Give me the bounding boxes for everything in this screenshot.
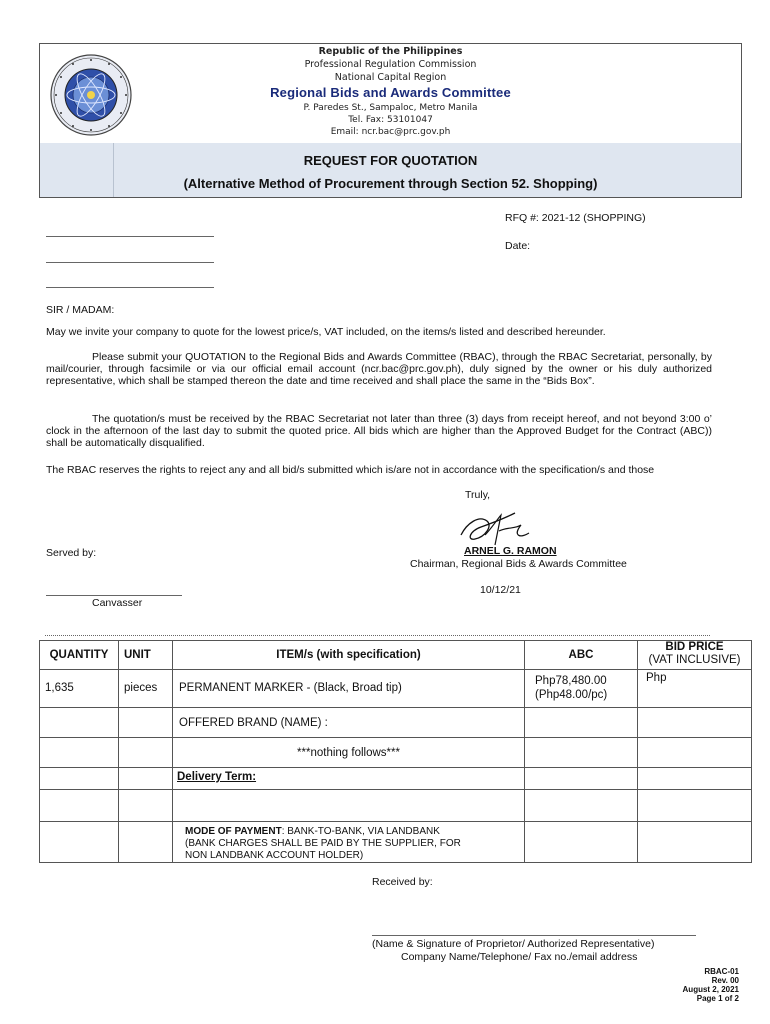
table-row <box>40 790 752 822</box>
row-abc-total: Php78,480.00 <box>535 675 607 687</box>
table-row <box>40 670 752 708</box>
header-unit: UNIT <box>119 641 173 670</box>
payment-line <box>185 826 524 838</box>
canvasser-signature-line[interactable] <box>46 595 182 596</box>
form-code: RBAC-01 <box>704 967 739 976</box>
salutation: SIR / MADAM: <box>46 304 115 316</box>
nothing-follows: ***nothing follows*** <box>173 738 525 768</box>
empty-cell <box>119 738 173 768</box>
payment-note-1: (BANK CHARGES SHALL BE PAID BY THE SUPPLIER, FOR <box>185 838 461 849</box>
header-item: ITEM/s (with specification) <box>173 641 525 670</box>
name-signature-caption: (Name & Signature of Proprietor/ Authorized Representative) <box>372 938 655 950</box>
received-by-label: Received by: <box>372 876 433 888</box>
bid-input-cell[interactable] <box>638 790 752 822</box>
header-abc: ABC <box>525 641 638 670</box>
empty-cell <box>40 822 119 863</box>
row-item: PERMANENT MARKER - (Black, Broad tip) <box>173 670 525 708</box>
empty-cell <box>40 790 119 822</box>
bid-input-cell[interactable] <box>638 738 752 768</box>
empty-cell <box>525 822 638 863</box>
served-by-label: Served by: <box>46 547 97 559</box>
table-header-row <box>40 641 752 670</box>
signing-date: 10/12/21 <box>480 584 521 596</box>
signatory-title: Chairman, Regional Bids & Awards Committee <box>410 558 627 570</box>
address-blank-line[interactable] <box>46 236 214 237</box>
empty-cell <box>525 790 638 822</box>
closing: Truly, <box>465 489 491 501</box>
header-bid-label: BID PRICE <box>665 641 724 653</box>
letterhead <box>40 44 741 144</box>
agency-line: Professional Regulation Commission <box>304 59 477 70</box>
empty-cell <box>119 822 173 863</box>
empty-cell <box>525 708 638 738</box>
address-line: P. Paredes St., Sampaloc, Metro Manila <box>303 103 478 113</box>
country-line: Republic of the Philippines <box>318 46 463 57</box>
payment-note-2: NON LANDBANK ACCOUNT HOLDER) <box>185 850 364 861</box>
signatory-name: ARNEL G. RAMON <box>464 545 557 557</box>
empty-cell <box>40 768 119 790</box>
empty-cell <box>119 708 173 738</box>
row-quantity: 1,635 <box>40 670 119 708</box>
empty-cell <box>40 708 119 738</box>
empty-cell <box>525 768 638 790</box>
table-row <box>40 738 752 768</box>
form-revision: Rev. 00 <box>711 976 739 985</box>
items-table <box>39 640 752 863</box>
committee-name: Regional Bids and Awards Committee <box>270 85 511 100</box>
dotted-separator <box>45 629 710 636</box>
form-date: August 2, 2021 <box>682 985 739 994</box>
table-row <box>40 708 752 738</box>
signature-icon <box>455 505 535 550</box>
offered-brand-label: OFFERED BRAND (NAME) : <box>173 708 525 738</box>
document-title: REQUEST FOR QUOTATION <box>303 153 478 168</box>
table-row <box>40 768 752 790</box>
date-label: Date: <box>505 240 531 252</box>
document-subtitle: (Alternative Method of Procurement through Section 52. Shopping) <box>183 176 598 191</box>
payment-text: : BANK-TO-BANK, VIA LANDBANK <box>281 826 440 837</box>
company-caption: Company Name/Telephone/ Fax no./email address <box>401 951 638 963</box>
header-quantity: QUANTITY <box>40 641 119 670</box>
row-unit: pieces <box>119 670 173 708</box>
region-line: National Capital Region <box>334 72 447 83</box>
canvasser-label: Canvasser <box>92 597 143 609</box>
letterhead-text <box>40 44 741 138</box>
received-signature-line[interactable] <box>372 935 696 936</box>
payment-label: MODE OF PAYMENT <box>185 826 282 837</box>
row-abc-unit: (Php48.00/pc) <box>535 689 608 701</box>
email-line: Email: ncr.bac@prc.gov.ph <box>330 127 451 137</box>
header-vat-note: (VAT INCLUSIVE) <box>648 654 741 666</box>
bid-input-cell[interactable] <box>638 708 752 738</box>
empty-cell <box>119 768 173 790</box>
form-code-block <box>683 967 739 1003</box>
address-blank-line[interactable] <box>46 262 214 263</box>
address-blank-line[interactable] <box>46 287 214 288</box>
title-band <box>40 143 741 197</box>
intro-paragraph: May we invite your company to quote for the lowest price/s, VAT included, on the items/s listed and described hereunder. <box>46 326 606 338</box>
table-row <box>40 822 752 863</box>
telfax-line: Tel. Fax: 53101047 <box>348 115 433 125</box>
rights-paragraph: The RBAC reserves the rights to reject any and all bid/s submitted which is/are not in accordance with the specification/s and those <box>46 464 655 476</box>
header-bid-price <box>638 641 752 670</box>
empty-cell <box>525 738 638 768</box>
letterhead-box <box>39 43 742 198</box>
deadline-paragraph: The quotation/s must be received by the RBAC Secretariat not later than three (3) days from receipt hereof, and not beyond 3:00 o’ clock in the afternoon of the last day to submit the quoted price. All bids which are higher than the Approved Budget for the Contract (ABC)) shall be automatically disqualified. <box>46 413 712 449</box>
delivery-term-input[interactable] <box>173 790 525 822</box>
page-number: Page 1 of 2 <box>696 994 739 1003</box>
payment-cell <box>173 822 525 863</box>
row-bid-price[interactable]: Php <box>638 670 752 708</box>
submission-paragraph: Please submit your QUOTATION to the Regional Bids and Awards Committee (RBAC), through the RBAC Secretariat, personally, by mail/courier, through facsimile or via our official email account (ncr.bac@prc.gov.ph), duly signed by the owner or his duly authorized representative, which shall be stamped thereon the date and time received and shall place the same in the “Bids Box”. <box>46 351 712 387</box>
rfq-number: RFQ #: 2021-12 (SHOPPING) <box>505 212 646 224</box>
empty-cell <box>40 738 119 768</box>
bid-input-cell[interactable] <box>638 822 752 863</box>
empty-cell <box>119 790 173 822</box>
delivery-term-label: Delivery Term: <box>173 768 525 790</box>
row-abc <box>525 670 638 708</box>
bid-input-cell[interactable] <box>638 768 752 790</box>
